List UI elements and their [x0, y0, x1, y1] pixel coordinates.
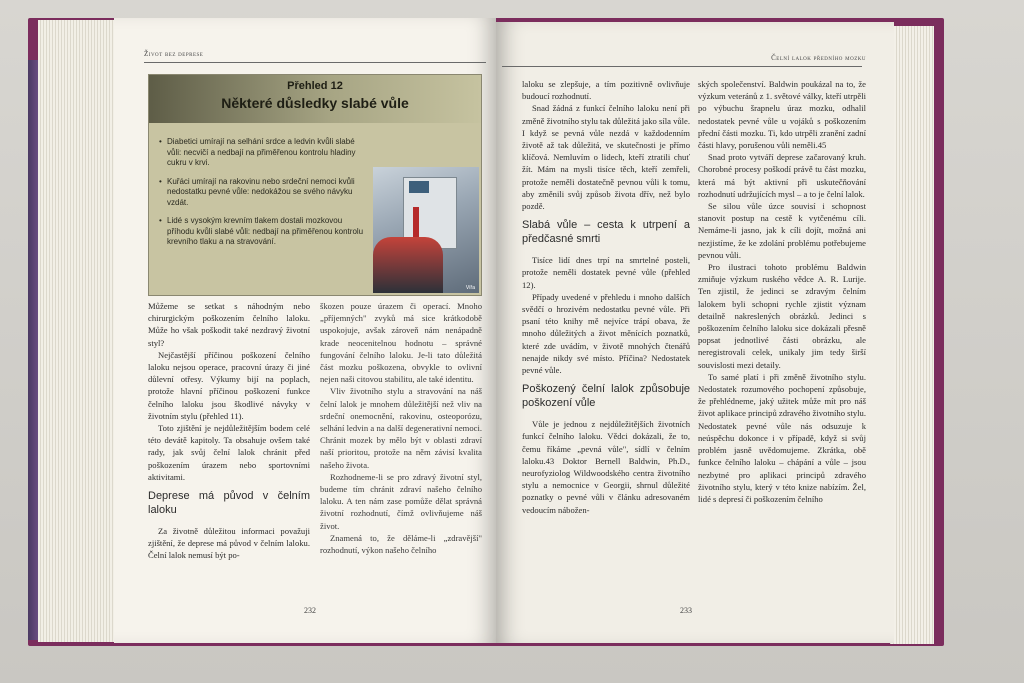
blood-tube: [413, 207, 419, 241]
section-heading: Poškozený čelní lalok způsobuje poškození vůle: [522, 383, 690, 410]
paragraph: Vliv životního stylu a stravování na náš čelní lalok je mnohem důležitější než vliv na srdeční onemocnění, rakovinu, osteoporózu, selhání ledvin a na další degenerativní nemoci. Chránit mozek by mělo být v oblasti zdraví naší prioritou, protože na něm závisí kvalita našeho života.: [320, 386, 482, 470]
paragraph: Snad žádná z funkcí čelního laloku není při změně životního stylu tak důležitá jako síla vůle. I když se pevná vůle nezdá v každodenním životě až tak důležitá, ve skutečnosti je přímo klíčová. Nemluvím o lidech, kteří ztratili chuť žít. Mám na mysli tisíce těch, kteří zemřeli, protože neměli dostatečně pevnou vůli k tomu, aby změnili svůj způsob života dřív, než bylo pozdě.: [522, 103, 691, 212]
paragraph: To samé platí i při změně životního stylu. Nedostatek rozumového pochopení způsobuje, že přehlédneme, jaký užitek může mít pro náš život aplikace principů zdravého životního stylu. Nedostatek pevné vůle nás odsuzuje k neúspěchu dokonce i v případě, když si svůj problém jasně uvědomujeme. Zkrátka, obě funkce čelního laloku – chápání a vůle – jsou nezbytné pro aplikaci principů zdravého životního stylu, který v této knize nabízím. Žel, lidé s depresí či poškozením čelního: [698, 371, 867, 504]
header-rule: [502, 66, 862, 67]
running-head-left: Život bez deprese: [144, 50, 204, 58]
bullet-item: • Lidé s vysokým krevním tlakem dostali mozkovou příhodu kvůli slabé vůli: nedbají na přiměřenou kontrolu krevního tlaku a na stravování.: [159, 216, 369, 248]
page-edges-left: [38, 20, 118, 642]
overview-bullets: [159, 137, 369, 256]
bullet-item: • Diabetici umírají na selhání srdce a ledvin kvůli slabé vůli: necvičí a nedbají na přiměřenou kontrolu hladiny cukru v krvi.: [159, 137, 369, 169]
paragraph: Vůle je jednou z nejdůležitějších životních funkcí čelního laloku. Vědci dokázali, že to, čemu říkáme „pevná vůle", sídlí v čelním laloku.43 Doktor Bernell Baldwin, Ph.D., neurofyziolog Wildwoodského centra životního stylu a nemocnice v Georgii, shrnul důležité poznatky o pevné vůli v článku adresovaném vedoucím nábožen-: [522, 419, 690, 515]
paragraph: Pro ilustraci tohoto problému Baldwin zmiňuje výzkum ruského vědce A. R. Lurije. Ten zjistil, že jedinci se zdravým čelním lalokem byli schopni rychle zjistit význam detailně nakreslených obrázků. Jedinci s poškozením čelního laloku sice dokázali přesně popsat jednotlivé části obrázku, ale neregistrovali celek, unikaly jim tedy širší souvislosti mezi detaily.: [698, 262, 866, 370]
paragraph: Případy uvedené v přehledu i mnoho dalších svědčí o hrozivém nedostatku pevné vůle. Při psaní této knihy mě nejvíce trápí obava, že mnoho důležitých a život měnících poznatků, které zde uvádím, v životě mnohých čtenářů nenajde nikdy své místo. Příčina? Nedostatek pevné vůle.: [522, 291, 690, 376]
right-column-1: [522, 78, 690, 516]
left-page: [114, 18, 496, 643]
page-edges-right: [890, 26, 934, 644]
photo-credit: Vířa: [465, 285, 475, 291]
machine-screen: [409, 181, 429, 193]
right-column-2: [698, 78, 866, 505]
overview-title: Některé důsledky slabé vůle: [221, 95, 409, 111]
paragraph: škozen pouze úrazem či operací. Mnoho „příjemných" zvyků má sice krátkodobě uspokojuje, avšak zároveň nám nenápadně krade neocenitelnou hodnotu – správné fungování čelního laloku. Je-li tato důležitá část mozku poškozena, obvykle to ovlivní nejen naši citovou stabilitu, ale také identitu.: [320, 301, 482, 385]
right-page: [496, 22, 894, 643]
section-heading: Deprese má původ v čelním laloku: [148, 490, 310, 517]
overview-label: Přehled 12: [287, 80, 343, 92]
page-number-right: 233: [680, 606, 692, 615]
paragraph: Můžeme se setkat s náhodným nebo chirurgickým poškozením čelního laloku. Může ho však poškodit také nezdravý životní styl?: [148, 301, 310, 348]
paragraph: Toto zjištění je nejdůležitějším bodem celé této devátě kapitoly. Ta obsahuje ovšem také rady, jak svůj čelní lalok chránit před poškozením úrazem nebo sportovními aktivitami.: [148, 423, 310, 482]
paragraph: Tisíce lidí dnes trpí na smrtelné posteli, protože neměli dostatek pevné vůle (přehled 12).: [522, 255, 690, 290]
patient-figure: [373, 237, 443, 293]
left-column-2: [320, 300, 482, 556]
paragraph: Znamená to, že děláme-li „zdravější" rozhodnutí, výkon našeho čelního: [320, 532, 482, 556]
paragraph: Snad proto vytváří deprese začarovaný kruh. Chorobné procesy poškodí právě tu část mozku, která má být aktivní při uskutečňování rozhodnutí udržujících mysl – a to je čelní lalok.: [698, 152, 866, 199]
paragraph: Nejčastější příčinou poškození čelního laloku nejsou operace, pracovní úrazy či jiné důlevní otřesy. Výkumy bijí na poplach, protože hlavní příčinou poškození funkce čelního laloku jsou škodlivé návyky v životním stylu (přehled 11).: [148, 349, 310, 421]
paragraph: Rozhodneme-li se pro zdravý životní styl, budeme tím chránit zdraví našeho čelního laloku. A ten nám zase pomůže dělat správná životní rozhodnutí, čímž ovlivňujeme náš život.: [320, 471, 482, 531]
section-heading: Slabá vůle – cesta k utrpení a předčasné smrti: [522, 219, 690, 246]
paragraph: laloku se zlepšuje, a tím pozitivně ovlivňuje budoucí rozhodnutí.: [522, 79, 690, 102]
paragraph: Se silou vůle úzce souvisí i schopnost stanovit postup na cestě k vytčenému cíli. Nemáme-li jasno, jak k cíli dojít, možná ani nezjistíme, že ke zdolání problému potřebujeme pevnou vůli.: [698, 201, 866, 260]
left-column-1: [148, 300, 310, 562]
hospital-dialysis-photo: [373, 167, 479, 293]
paragraph: ských společenství. Baldwin poukázal na to, že výzkum veteránů z 1. světové války, kteří utrpěli po výbuchu šrapnelu úraz mozku, odhalil nedostatek pevné vůle u vojáků s poškozením přední části mozku. Ti, kdo utrpěli zranění zadní části hlavy, porušenou vůli neměli.45: [698, 79, 866, 151]
bullet-item: • Kuřáci umírají na rakovinu nebo srdeční nemoci kvůli nedostatku pevné vůle: nedokážou se svého návyku vzdát.: [159, 177, 369, 209]
page-number-left: 232: [304, 606, 316, 615]
overview-box-header: [149, 75, 481, 123]
running-head-right: Čelní lalok předního mozku: [771, 54, 866, 62]
overview-box: [148, 74, 482, 296]
header-rule: [144, 62, 486, 63]
paragraph: Za životně důležitou informaci považuji zjištění, že deprese má původ v čelním laloku. Čelní lalok nemusí být po-: [148, 526, 310, 561]
